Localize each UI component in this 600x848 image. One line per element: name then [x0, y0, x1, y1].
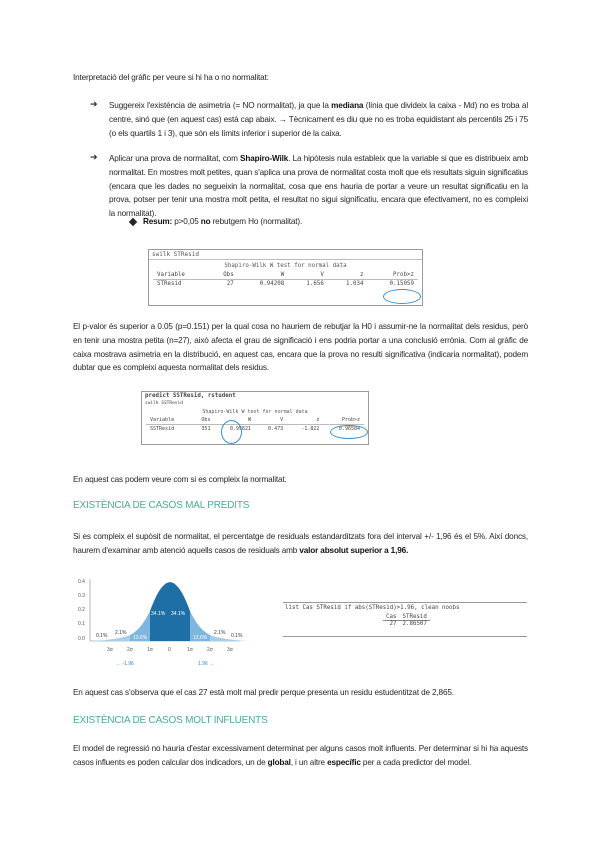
table-cell: 27	[226, 281, 234, 287]
bullet1-text-a: Suggereix l'existència de asimetria (= NO normalitat), ja que la	[109, 101, 332, 110]
pct-label: 34.1%	[151, 611, 166, 617]
bullet2-text-c: . La hipòtesis nula estableix que la variable si que es distribueix amb normalitat. En mostres molt petites, quan s'aplica una prova de normalitat costa molt que els resultats siguin significatius (encara que les dades no segueixin la normalitat, cosa que ens hauria de portar a veure un resultat significatiu en la prova, potser per tenir una mostra molt petita, el resultat no sigui significatiu, encara que efectivament, no es compleixi la normalitat).	[109, 154, 528, 219]
highlight-circle	[383, 289, 421, 304]
stata-title: Shapiro-Wilk W test for normal data	[224, 263, 347, 269]
table-cell: 0.15059	[389, 281, 414, 287]
col-header: Variable	[146, 416, 191, 425]
right-cutoff-label: 1.96 →	[198, 661, 215, 667]
stata-title: Shapiro-Wilk W test for normal data	[202, 409, 308, 415]
x-tick: 0	[168, 647, 171, 653]
para6-text-c: , i un altre	[290, 757, 328, 767]
pct-label: 34.1%	[171, 611, 186, 617]
stata-output-list	[283, 602, 527, 637]
table-cell: 1.656	[306, 281, 324, 287]
stata-command: swilk SSTResid	[145, 401, 183, 406]
mispredicted-paragraph	[73, 530, 528, 558]
resum-bold: no	[200, 217, 211, 226]
table-cell: 351	[201, 426, 211, 432]
col-header: z	[328, 271, 368, 280]
resum-line	[143, 215, 523, 229]
stata-command: predict SSTResid, rstudent	[145, 393, 236, 399]
bullet1-text-c: (línia que divideix la caixa - Md) no es troba al centre, sinó que (en aquest cas) està cap abaix. → Tècnicament es diu que no es troba equidistant als percentils 25 i 75 (o els quartils 1 i 3), que són els límits inferior i superior de la caixa.	[109, 101, 528, 138]
y-tick: 0.2	[78, 607, 85, 613]
col-header: Prob>z	[323, 416, 364, 425]
section-heading-mispredicted: EXISTÈNCIA DE CASOS MAL PREDITS	[73, 500, 250, 511]
table-cell: 0.94208	[259, 281, 285, 287]
col-header: Obs	[209, 271, 238, 280]
table-cell: SSTResid	[150, 426, 175, 432]
table-cell: -1.822	[301, 426, 320, 432]
intro-text: Interpretació del gràfic per veure si hi ha o no normalitat:	[73, 73, 269, 82]
arrow-bullet-icon: ➔	[90, 152, 98, 162]
pct-label: 0.1%	[96, 633, 108, 639]
para6-bold-global: global	[267, 757, 291, 767]
bullet2-text-a: Aplicar una prova de normalitat, com	[109, 154, 241, 163]
para6-text-e: per a cada predictor del model.	[360, 757, 472, 767]
resum-label: Resum:	[143, 217, 173, 226]
y-tick: 0.1	[78, 621, 85, 627]
table-header-row	[153, 271, 418, 280]
pct-label: 13.6%	[133, 635, 148, 641]
pct-label: 2.1%	[115, 630, 127, 636]
x-tick: 2σ	[207, 647, 213, 653]
highlight-circle	[330, 425, 368, 439]
para6-bold-especific: específic	[327, 757, 361, 767]
col-header: Prob>z	[367, 271, 418, 280]
col-header: Cas	[383, 614, 399, 621]
table-cell: 0.473	[268, 426, 284, 432]
stata-output-sswilk	[141, 391, 369, 445]
resum-text-c: rebutgem Ho (normalitat).	[210, 217, 303, 226]
resum-text-a: p>0,05	[172, 217, 201, 226]
bullet2-bold: Shapiro-Wilk	[240, 154, 289, 163]
case27-paragraph: En aquest cas s'observa que el cas 27 està molt mal predir perque presenta un residu estudentitzat de 2,865.	[73, 688, 454, 697]
y-tick: 0.3	[78, 593, 85, 599]
normality-conclusion: En aquest cas podem veure com si es compleix la normalitat.	[73, 475, 287, 484]
pct-label: 13.6%	[193, 635, 208, 641]
col-header: STResid	[399, 614, 429, 621]
table-cell: STResid	[157, 281, 182, 287]
stata-command: swilk STResid	[149, 250, 422, 260]
stata-table	[383, 614, 430, 627]
para4-bold: valor absolut superior a 1,96.	[299, 545, 409, 555]
x-tick: 1σ	[147, 647, 153, 653]
highlight-circle	[221, 420, 242, 444]
bullet1-bold: mediana	[331, 101, 364, 110]
col-header: z	[287, 416, 323, 425]
pct-label: 2.1%	[214, 630, 226, 636]
table-header-row	[383, 614, 430, 621]
x-tick: 2σ	[127, 647, 133, 653]
left-cutoff-label: ← -1.96	[116, 661, 134, 667]
pct-label: 0.1%	[231, 633, 243, 639]
col-header: V	[255, 416, 287, 425]
influential-paragraph	[73, 742, 528, 770]
table-header-row	[146, 416, 364, 425]
normal-distribution-chart	[70, 575, 260, 670]
arrow-bullet-icon: ➔	[90, 99, 98, 109]
col-header: W	[214, 416, 255, 425]
bullet-asymmetry	[109, 99, 528, 140]
table-row	[153, 280, 418, 289]
y-tick: 0.4	[78, 579, 85, 585]
table-cell: 2.86507	[402, 621, 427, 627]
x-tick: 1σ	[187, 647, 193, 653]
stata-output-swilk	[148, 249, 423, 306]
table-cell: 0.96584	[338, 426, 360, 432]
stata-table	[153, 271, 418, 288]
y-tick: 0.0	[78, 636, 85, 642]
bullet-shapiro	[109, 152, 528, 221]
section-heading-influential: EXISTÈNCIA DE CASOS MOLT INFLUENTS	[73, 715, 268, 726]
col-header: Obs	[191, 416, 215, 425]
table-row	[383, 621, 430, 628]
col-header: V	[288, 271, 328, 280]
table-cell: 0.99821	[229, 426, 251, 432]
para4-text-a: Si es compleix el supòsit de normalitat, el percentatge de residuals estandarditzats fora del interval +/- 1,96 és el 5%. Així doncs, haurem d'examinar amb atenció aquells casos de residuals amb	[73, 532, 528, 555]
col-header: Variable	[153, 271, 209, 280]
stata-command: list Cas STResid if abs(STResid)>1.96, clean noobs	[285, 605, 460, 611]
table-cell: 1.034	[346, 281, 364, 287]
table-cell: 27	[389, 621, 397, 627]
para6-text-a: El model de regressió no hauria d'estar excessivament determinat per alguns casos molt influents. Per determinar si hi ha aquests casos influents es poden calcular dos indicadors, un de	[73, 744, 528, 767]
x-tick: 3σ	[227, 647, 233, 653]
pvalue-paragraph: El p-valor és superior a 0.05 (p=0.151) per la qual cosa no hauriem de rebutjar la H0 i assumir-ne la normalitat dels residus, però en tenir una mostra petita (n=27), això afecta el grau de significació i ens podria portar a una conclusió errònia. Com al gràfic de caixa mostrava asimetria en la distribució, en aquest cas, encara que la prova no resulti significativa (indicaria normalitat), podem dubtar que es compleixi aquesta normalitat dels residus.	[73, 322, 528, 373]
col-header: W	[238, 271, 289, 280]
x-tick: 3σ	[107, 647, 113, 653]
